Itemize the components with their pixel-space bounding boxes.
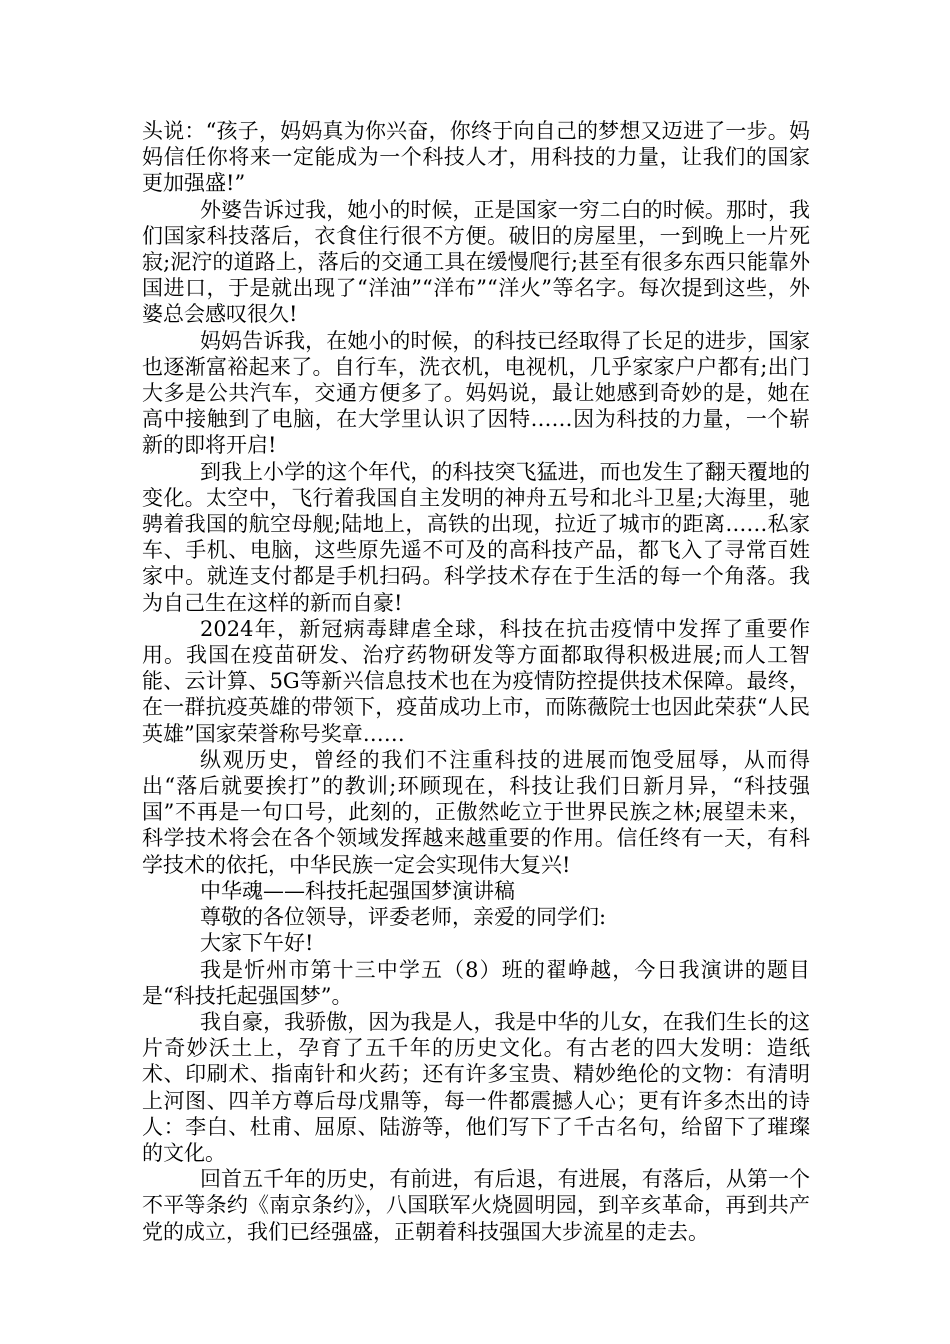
paragraph-4: 到我上小学的这个年代，的科技突飞猛进，而也发生了翻天覆地的变化。太空中，飞行着我国自主发明的神舟五号和北斗卫星;大海里，驰骋着我国的航空母舰;陆地上，高铁的出现，拉近了城市的距离……私家车、手机、电脑，这些原先遥不可及的高科技产品，都飞入了寻常百姓家中。就连支付都是手机扫码。科学技术存在于生活的每一个角落。我为自己生在这样的新而自豪! [142,459,810,615]
speech-title: 中华魂——科技托起强国梦演讲稿 [200,878,515,903]
paragraph-1: 头说：“孩子，妈妈真为你兴奋，你终于向自己的梦想又迈进了一步。妈妈信任你将来一定能成为一个科技人才，用科技的力量，让我们的国家更加强盛!” [142,119,810,196]
paragraph-introduction: 我是忻州市第十三中学五（8）班的翟峥越，今日我演讲的题目是“科技托起强国梦”。 [142,957,810,1008]
greeting: 大家下午好! [200,931,314,956]
paragraph-2: 外婆告诉过我，她小的时候，正是国家一穷二白的时候。那时，我们国家科技落后，衣食住行很不方便。破旧的房屋里，一到晚上一片死寂;泥泞的道路上，落后的交通工具在缓慢爬行;甚至有很多东西只能靠外国进口，于是就出现了“洋油”“洋布”“洋火”等名字。每次提到这些，外婆总会感叹很久! [142,197,810,327]
paragraph-pride: 我自豪，我骄傲，因为我是人，我是中华的儿女，在我们生长的这片奇妙沃土上，孕育了五千年的历史文化。有古老的四大发明：造纸术、印刷术、指南针和火药；还有许多宝贵、精妙绝伦的文物：有清明上河图、四羊方尊后母戊鼎等，每一件都震撼人心；更有许多杰出的诗人：李白、杜甫、屈原、陆游等，他们写下了千古名句，给留下了璀璨的文化。 [142,1009,810,1165]
paragraph-3: 妈妈告诉我，在她小的时候，的科技已经取得了长足的进步，国家也逐渐富裕起来了。自行车，洗衣机，电视机，几乎家家户户都有;出门大多是公共汽车，交通方便多了。妈妈说，最让她感到奇妙的是，她在高中接触到了电脑，在大学里认识了因特……因为科技的力量，一个崭新的即将开启! [142,328,810,458]
paragraph-6: 纵观历史，曾经的我们不注重科技的进展而饱受屈辱，从而得出“落后就要挨打”的教训;环顾现在，科技让我们日新月异，“科技强国”不再是一句口号，此刻的，正傲然屹立于世界民族之林;展望未来，科学技术将会在各个领域发挥越来越重要的作用。信任终有一天，有科学技术的依托，中华民族一定会实现伟大复兴! [142,747,810,877]
paragraph-5: 2024年，新冠病毒肆虐全球，科技在抗击疫情中发挥了重要作用。我国在疫苗研发、治疗药物研发等方面都取得积极进展;而人工智能、云计算、5G等新兴信息技术也在为疫情防控提供技术保障。最终，在一群抗疫英雄的带领下，疫苗成功上市，而陈薇院士也因此荣获“人民英雄”国家荣誉称号奖章…… [142,616,810,746]
salutation: 尊敬的各位领导，评委老师，亲爱的同学们: [200,905,607,930]
paragraph-history: 回首五千年的历史，有前进，有后退，有进展，有落后，从第一个不平等条约《南京条约》，八国联军火烧圆明园，到辛亥革命，再到共产党的成立，我们已经强盛，正朝着科技强国大步流星的走去。 [142,1167,810,1244]
document-body [142,118,810,1245]
